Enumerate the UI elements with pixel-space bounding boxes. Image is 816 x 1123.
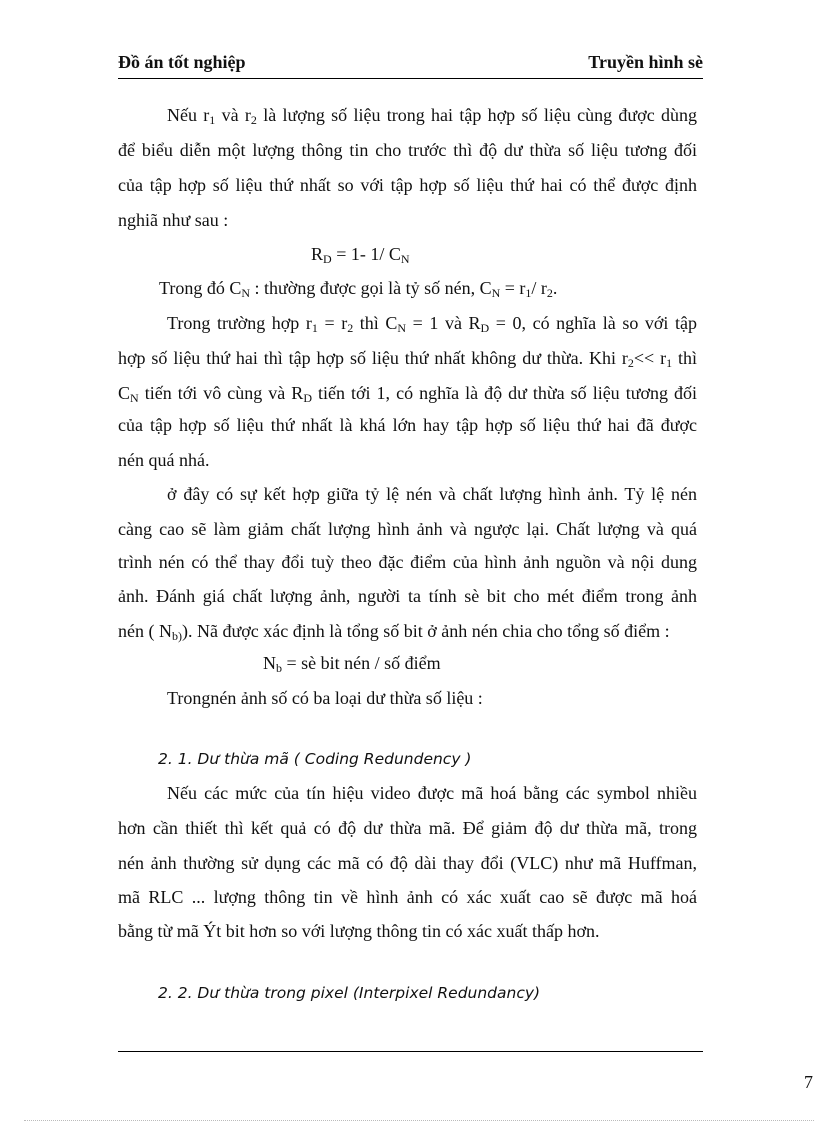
page-bottom-edge — [24, 1120, 814, 1121]
formula: $N_b$ = sè bit nén / số điểm — [263, 653, 441, 675]
header-title-left: Đồ án tốt nghiệp — [118, 52, 246, 72]
paragraph-line: Nếu các mức của tín hiệu video được mã hoá bằng các symbol nhiều — [167, 783, 697, 803]
paragraph-line: để biểu diễn một lượng thông tin cho trước thì độ dư thừa số liệu tương đối — [118, 140, 697, 160]
paragraph-line: hơn cần thiết thì kết quả có độ dư thừa mã. Để giảm độ dư thừa mã, trong — [118, 818, 697, 838]
paragraph-line: trình nén có thể thay đổi tuỳ theo đặc điểm của hình ảnh nguồn và nội dung — [118, 552, 697, 572]
paragraph-line: của tập hợp số liệu thứ nhất so với tập hợp số liệu thứ hai có thể được định — [118, 175, 697, 195]
paragraph-line: Trongnén ảnh số có ba loại dư thừa số liệu : — [167, 688, 483, 708]
paragraph-line: hợp số liệu thứ hai thì tập hợp số liệu thứ nhất không dư thừa. Khi $r_2<< r_1$ thì — [118, 348, 697, 370]
paragraph-line: của tập hợp số liệu thứ nhất là khá lớn hay tập hợp số liệu thứ hai đã được — [118, 415, 697, 435]
paragraph-line: nén quá nhá. — [118, 450, 210, 470]
header-title-right: Truyền hình sè — [588, 52, 703, 72]
paragraph-line: Nếu $r_1$ và $r_2$ là lượng số liệu trong hai tập hợp số liệu cùng được dùng — [167, 105, 698, 127]
paragraph-line: mã RLC ... lượng thông tin về hình ảnh có xác xuất cao sẽ được mã hoá — [118, 887, 697, 907]
paragraph-line: bằng từ mã Ýt bit hơn so với lượng thông tin có xác xuất thấp hơn. — [118, 921, 600, 941]
page-header — [118, 52, 703, 79]
paragraph-line: ở đây có sự kết hợp giữa tỷ lệ nén và chất lượng hình ảnh. Tỷ lệ nén — [167, 484, 697, 504]
section-heading: 2. 2. Dư thừa trong pixel (Interpixel Redundancy) — [158, 984, 541, 1002]
paragraph-line: $C_N$ tiến tới vô cùng và $R_D$ tiến tới 1, có nghĩa là độ dư thừa số liệu tương đối — [118, 383, 697, 405]
footer-divider — [118, 1051, 703, 1052]
paragraph-line: càng cao sẽ làm giảm chất lượng hình ảnh và ngược lại. Chất lượng và quá — [118, 519, 697, 539]
paragraph-line: nghiã như sau : — [118, 210, 229, 230]
paragraph-line: Trong trường hợp $r_1 = r_2$ thì $C_N = 1$ và $R_D = 0$, có nghĩa là so với tập — [167, 313, 697, 335]
section-heading: 2. 1. Dư thừa mã ( Coding Redundency ) — [158, 750, 472, 768]
paragraph-line: ảnh. Đánh giá chất lượng ảnh, người ta tính sè bit cho mét điểm trong ảnh — [118, 586, 697, 606]
formula: $R_D = 1-$ 1/ $C_N$ — [311, 244, 410, 266]
page-number: 7 — [804, 1072, 813, 1092]
paragraph-line: nén ảnh thường sử dụng các mã có độ dài thay đổi (VLC) như mã Huffman, — [118, 853, 697, 873]
paragraph-line: nén ( $N_{b)}$). Nã được xác định là tổng số bit ở ảnh nén chia cho tổng số điểm : — [118, 621, 670, 643]
paragraph-line: Trong đó $C_N$ : thường được gọi là tỷ số nén, $C_N = r_1/$ $r_2$. — [159, 278, 558, 300]
